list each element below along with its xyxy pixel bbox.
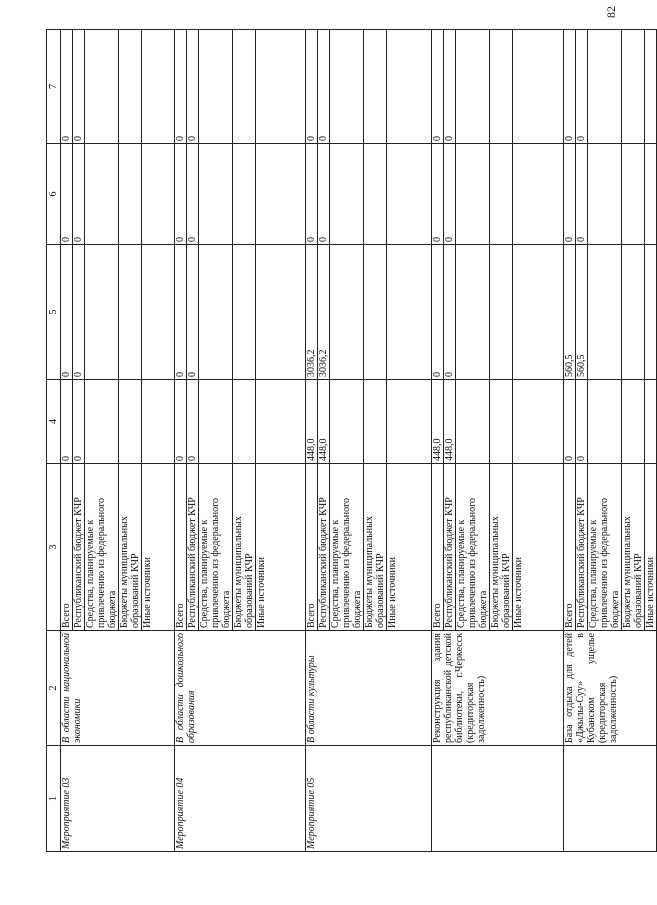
value-cell [85,144,119,245]
value-cell [330,30,364,144]
value-cell: 0 [187,144,199,245]
value-cell [119,30,142,144]
activity-name-cell: В области дошкольного образования [175,631,306,746]
funding-source-cell: Республиканский бюджет КЧР [318,464,330,631]
value-cell: 0 [187,380,199,464]
value-cell: 0 [187,245,199,380]
value-cell [199,245,233,380]
funding-source-cell: Средства, планируемые к привлечению из федерального бюджета [456,464,490,631]
value-cell: 0 [306,144,318,245]
header-cell: 2 [47,631,61,746]
value-cell [622,380,645,464]
value-cell [513,30,564,144]
header-cell: 3 [47,464,61,631]
value-cell [256,245,306,380]
value-cell [142,245,175,380]
value-cell [513,144,564,245]
value-cell [142,30,175,144]
value-cell [330,245,364,380]
value-cell [256,144,306,245]
value-cell: 0 [73,144,85,245]
value-cell: 0 [576,380,588,464]
funding-source-cell: Республиканский бюджет КЧР [444,464,456,631]
value-cell: 448,0 [432,380,444,464]
value-cell [142,144,175,245]
table-row [564,30,576,852]
header-cell: 7 [47,30,61,144]
value-cell [387,30,432,144]
value-cell: 0 [175,380,187,464]
value-cell: 0 [444,245,456,380]
activity-name-cell: Реконструкция здания республиканской детской библиотеки, г.Черкесск (кредиторская задолженность) [432,631,564,746]
header-cell: 1 [47,746,61,852]
value-cell: 0 [444,30,456,144]
value-cell [645,380,657,464]
value-cell [364,245,387,380]
value-cell: 0 [432,245,444,380]
value-cell: 0 [73,30,85,144]
value-cell [645,30,657,144]
value-cell [85,245,119,380]
value-cell [199,144,233,245]
value-cell [456,30,490,144]
value-cell: 0 [61,30,73,144]
funding-source-cell: Республиканский бюджет КЧР [187,464,199,631]
table-row [306,30,318,852]
value-cell [85,380,119,464]
value-cell: 3036,2 [318,245,330,380]
value-cell [645,245,657,380]
funding-source-cell: Иные источники [256,464,306,631]
value-cell [233,144,256,245]
value-cell [387,144,432,245]
value-cell: 448,0 [444,380,456,464]
funding-source-cell: Всего [564,464,576,631]
value-cell: 0 [564,380,576,464]
value-cell [588,30,622,144]
funding-source-cell: Средства, планируемые к привлечению из федерального бюджета [330,464,364,631]
funding-source-cell: Всего [61,464,73,631]
funding-source-cell: Средства, планируемые к привлечению из федерального бюджета [588,464,622,631]
funding-source-cell: Бюджеты муниципальных образований КЧР [490,464,513,631]
value-cell: 0 [576,144,588,245]
funding-source-cell: Республиканский бюджет КЧР [73,464,85,631]
value-cell [513,380,564,464]
activity-name-cell: В области национальной экономики [61,631,175,746]
funding-source-cell: Всего [306,464,318,631]
value-cell [588,380,622,464]
value-cell: 0 [564,144,576,245]
page-number: 82 [604,6,618,18]
funding-source-cell: Иные источники [142,464,175,631]
value-cell [588,144,622,245]
funding-source-cell: Бюджеты муниципальных образований КЧР [233,464,256,631]
value-cell: 560,5 [564,245,576,380]
value-cell [490,144,513,245]
value-cell: 0 [432,144,444,245]
funding-source-cell: Иные источники [645,464,657,631]
table-row [61,30,73,852]
value-cell [233,380,256,464]
value-cell: 0 [73,380,85,464]
value-cell [364,144,387,245]
activity-code-cell: Мероприятие 04 [175,746,306,852]
table-body [47,30,657,852]
funding-source-cell: Бюджеты муниципальных образований КЧР [622,464,645,631]
header-cell: 6 [47,144,61,245]
funding-source-cell: Иные источники [387,464,432,631]
value-cell: 0 [175,144,187,245]
value-cell [233,245,256,380]
budget-table [46,29,657,852]
value-cell [456,144,490,245]
value-cell: 0 [61,380,73,464]
funding-source-cell: Бюджеты муниципальных образований КЧР [364,464,387,631]
value-cell [622,30,645,144]
value-cell: 0 [432,30,444,144]
value-cell [119,144,142,245]
table-row [175,30,187,852]
value-cell: 448,0 [306,380,318,464]
value-cell [119,245,142,380]
value-cell [119,380,142,464]
value-cell: 0 [175,245,187,380]
header-cell: 4 [47,380,61,464]
activity-code-cell: Мероприятие 03 [61,746,175,852]
value-cell [456,380,490,464]
value-cell [330,144,364,245]
value-cell: 0 [318,144,330,245]
funding-source-cell: Всего [432,464,444,631]
value-cell [256,30,306,144]
value-cell [645,144,657,245]
value-cell [199,380,233,464]
activity-name-cell: База отдыха для детей «Джылы-Суу» в Кубанском ущелье (кредиторская задолженность) [564,631,657,746]
value-cell: 0 [73,245,85,380]
value-cell [256,380,306,464]
value-cell: 448,0 [318,380,330,464]
value-cell [85,30,119,144]
value-cell [490,380,513,464]
value-cell: 0 [444,144,456,245]
value-cell: 0 [318,30,330,144]
activity-code-cell [432,746,564,852]
funding-source-cell: Всего [175,464,187,631]
table-row [432,30,444,852]
value-cell: 0 [564,30,576,144]
value-cell [456,245,490,380]
value-cell [233,30,256,144]
activity-code-cell [564,746,657,852]
value-cell [364,30,387,144]
rotated-table-container [46,30,656,852]
value-cell: 560,5 [576,245,588,380]
value-cell [330,380,364,464]
funding-source-cell: Бюджеты муниципальных образований КЧР [119,464,142,631]
funding-source-cell: Средства, планируемые к привлечению из федерального бюджета [199,464,233,631]
funding-source-cell: Иные источники [513,464,564,631]
value-cell: 0 [187,30,199,144]
value-cell [490,245,513,380]
funding-source-cell: Средства, планируемые к привлечению из федерального бюджета [85,464,119,631]
activity-code-cell: Мероприятие 05 [306,746,432,852]
value-cell [622,144,645,245]
value-cell [513,245,564,380]
value-cell: 0 [175,30,187,144]
value-cell [199,30,233,144]
value-cell [142,380,175,464]
value-cell [387,380,432,464]
header-row [47,30,61,852]
header-cell: 5 [47,245,61,380]
value-cell [622,245,645,380]
value-cell [364,380,387,464]
funding-source-cell: Республиканский бюджет КЧР [576,464,588,631]
value-cell: 0 [61,245,73,380]
value-cell [490,30,513,144]
value-cell [387,245,432,380]
value-cell: 0 [576,30,588,144]
value-cell [588,245,622,380]
activity-name-cell: В области культуры [306,631,432,746]
value-cell: 3036,2 [306,245,318,380]
value-cell: 0 [61,144,73,245]
value-cell: 0 [306,30,318,144]
